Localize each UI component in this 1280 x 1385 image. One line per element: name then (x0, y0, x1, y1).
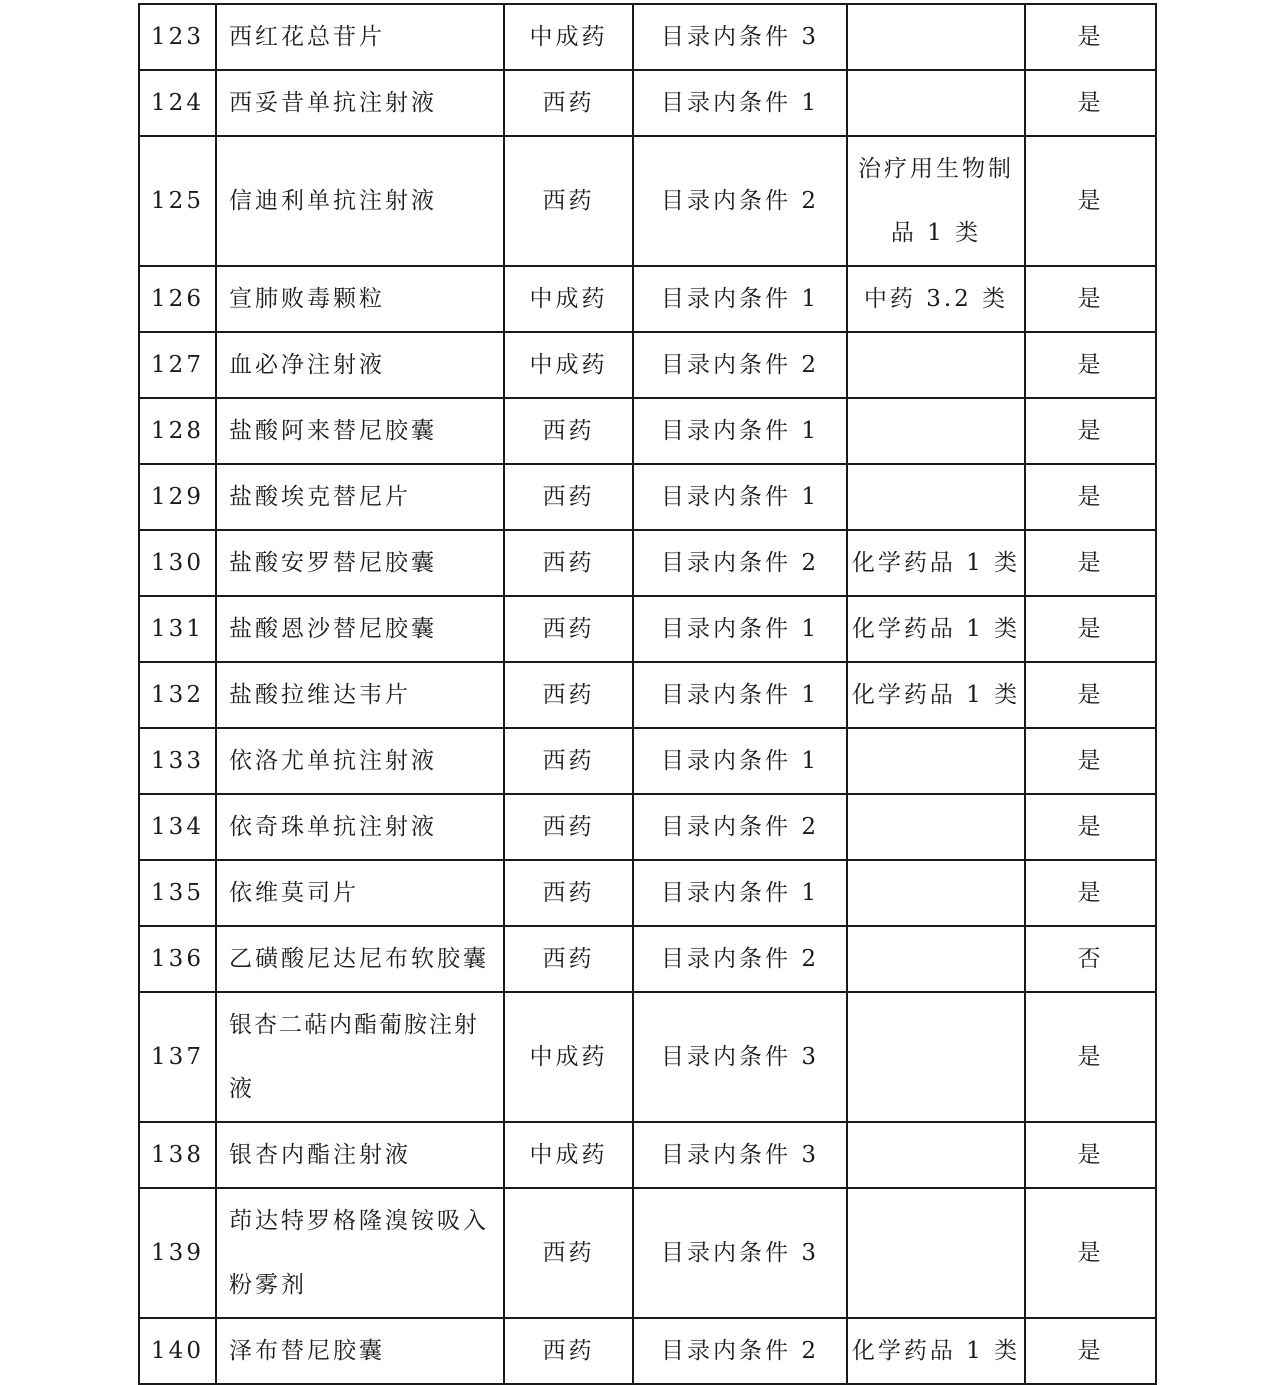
registration-class (847, 794, 1025, 860)
row-number: 136 (139, 926, 216, 992)
registration-class (847, 992, 1025, 1122)
drug-name: 泽布替尼胶囊 (216, 1318, 504, 1384)
catalog-condition: 目录内条件 3 (633, 4, 847, 70)
drug-type: 西药 (504, 794, 633, 860)
drug-type: 西药 (504, 596, 633, 662)
flag-cell: 是 (1025, 662, 1156, 728)
drug-name: 盐酸恩沙替尼胶囊 (216, 596, 504, 662)
flag-cell: 是 (1025, 992, 1156, 1122)
row-number: 123 (139, 4, 216, 70)
table-row (139, 1318, 1156, 1384)
drug-list-table (138, 3, 1157, 1385)
drug-name: 茚达特罗格隆溴铵吸入粉雾剂 (216, 1188, 504, 1318)
table-row (139, 530, 1156, 596)
table-row (139, 464, 1156, 530)
drug-name: 盐酸埃克替尼片 (216, 464, 504, 530)
drug-name: 银杏二萜内酯葡胺注射液 (216, 992, 504, 1122)
row-number: 131 (139, 596, 216, 662)
drug-type: 西药 (504, 662, 633, 728)
drug-type: 中成药 (504, 992, 633, 1122)
row-number: 132 (139, 662, 216, 728)
table-row (139, 728, 1156, 794)
catalog-condition: 目录内条件 1 (633, 596, 847, 662)
registration-class (847, 1188, 1025, 1318)
table-row (139, 266, 1156, 332)
catalog-condition: 目录内条件 2 (633, 1318, 847, 1384)
catalog-condition: 目录内条件 2 (633, 926, 847, 992)
drug-name: 盐酸阿来替尼胶囊 (216, 398, 504, 464)
row-number: 128 (139, 398, 216, 464)
table-row (139, 596, 1156, 662)
registration-class (847, 332, 1025, 398)
registration-class (847, 464, 1025, 530)
row-number: 137 (139, 992, 216, 1122)
drug-type: 西药 (504, 860, 633, 926)
table-row (139, 1122, 1156, 1188)
catalog-condition: 目录内条件 2 (633, 136, 847, 266)
drug-name: 依奇珠单抗注射液 (216, 794, 504, 860)
drug-name: 西妥昔单抗注射液 (216, 70, 504, 136)
catalog-condition: 目录内条件 1 (633, 398, 847, 464)
drug-type: 西药 (504, 464, 633, 530)
catalog-condition: 目录内条件 2 (633, 794, 847, 860)
catalog-condition: 目录内条件 3 (633, 992, 847, 1122)
row-number: 140 (139, 1318, 216, 1384)
row-number: 126 (139, 266, 216, 332)
registration-class (847, 70, 1025, 136)
registration-class: 化学药品 1 类 (847, 1318, 1025, 1384)
flag-cell: 是 (1025, 530, 1156, 596)
catalog-condition: 目录内条件 1 (633, 70, 847, 136)
registration-class (847, 1122, 1025, 1188)
drug-type: 西药 (504, 136, 633, 266)
drug-name: 依洛尤单抗注射液 (216, 728, 504, 794)
registration-class: 化学药品 1 类 (847, 596, 1025, 662)
catalog-condition: 目录内条件 2 (633, 332, 847, 398)
flag-cell: 是 (1025, 596, 1156, 662)
flag-cell: 否 (1025, 926, 1156, 992)
flag-cell: 是 (1025, 136, 1156, 266)
drug-type: 中成药 (504, 1122, 633, 1188)
table-row (139, 794, 1156, 860)
flag-cell: 是 (1025, 1318, 1156, 1384)
flag-cell: 是 (1025, 794, 1156, 860)
flag-cell: 是 (1025, 1188, 1156, 1318)
drug-name: 宣肺败毒颗粒 (216, 266, 504, 332)
registration-class: 化学药品 1 类 (847, 662, 1025, 728)
registration-class (847, 860, 1025, 926)
flag-cell: 是 (1025, 4, 1156, 70)
catalog-condition: 目录内条件 1 (633, 860, 847, 926)
flag-cell: 是 (1025, 860, 1156, 926)
row-number: 127 (139, 332, 216, 398)
catalog-condition: 目录内条件 3 (633, 1122, 847, 1188)
drug-type: 中成药 (504, 332, 633, 398)
registration-class (847, 926, 1025, 992)
row-number: 134 (139, 794, 216, 860)
drug-name: 血必净注射液 (216, 332, 504, 398)
drug-type: 西药 (504, 70, 633, 136)
drug-name: 依维莫司片 (216, 860, 504, 926)
flag-cell: 是 (1025, 728, 1156, 794)
catalog-condition: 目录内条件 1 (633, 266, 847, 332)
registration-class (847, 728, 1025, 794)
table-row (139, 662, 1156, 728)
drug-type: 西药 (504, 926, 633, 992)
registration-class: 化学药品 1 类 (847, 530, 1025, 596)
row-number: 139 (139, 1188, 216, 1318)
row-number: 133 (139, 728, 216, 794)
registration-class: 治疗用生物制品 1 类 (847, 136, 1025, 266)
table-row (139, 70, 1156, 136)
catalog-condition: 目录内条件 1 (633, 728, 847, 794)
drug-name: 银杏内酯注射液 (216, 1122, 504, 1188)
drug-name: 信迪利单抗注射液 (216, 136, 504, 266)
table-row (139, 398, 1156, 464)
drug-type: 西药 (504, 1318, 633, 1384)
flag-cell: 是 (1025, 1122, 1156, 1188)
drug-name: 盐酸拉维达韦片 (216, 662, 504, 728)
drug-type: 西药 (504, 530, 633, 596)
table-row (139, 860, 1156, 926)
table-row (139, 332, 1156, 398)
flag-cell: 是 (1025, 70, 1156, 136)
flag-cell: 是 (1025, 464, 1156, 530)
drug-type: 中成药 (504, 266, 633, 332)
row-number: 129 (139, 464, 216, 530)
catalog-condition: 目录内条件 1 (633, 464, 847, 530)
flag-cell: 是 (1025, 266, 1156, 332)
drug-name: 西红花总苷片 (216, 4, 504, 70)
drug-type: 西药 (504, 1188, 633, 1318)
catalog-condition: 目录内条件 2 (633, 530, 847, 596)
row-number: 130 (139, 530, 216, 596)
row-number: 125 (139, 136, 216, 266)
drug-name: 乙磺酸尼达尼布软胶囊 (216, 926, 504, 992)
drug-type: 西药 (504, 398, 633, 464)
table-row (139, 1188, 1156, 1318)
row-number: 135 (139, 860, 216, 926)
registration-class: 中药 3.2 类 (847, 266, 1025, 332)
registration-class (847, 4, 1025, 70)
drug-type: 西药 (504, 728, 633, 794)
table-row (139, 926, 1156, 992)
registration-class (847, 398, 1025, 464)
drug-name: 盐酸安罗替尼胶囊 (216, 530, 504, 596)
table-row (139, 136, 1156, 266)
row-number: 138 (139, 1122, 216, 1188)
flag-cell: 是 (1025, 398, 1156, 464)
table-row (139, 992, 1156, 1122)
catalog-condition: 目录内条件 1 (633, 662, 847, 728)
drug-type: 中成药 (504, 4, 633, 70)
catalog-condition: 目录内条件 3 (633, 1188, 847, 1318)
flag-cell: 是 (1025, 332, 1156, 398)
table-row (139, 4, 1156, 70)
row-number: 124 (139, 70, 216, 136)
